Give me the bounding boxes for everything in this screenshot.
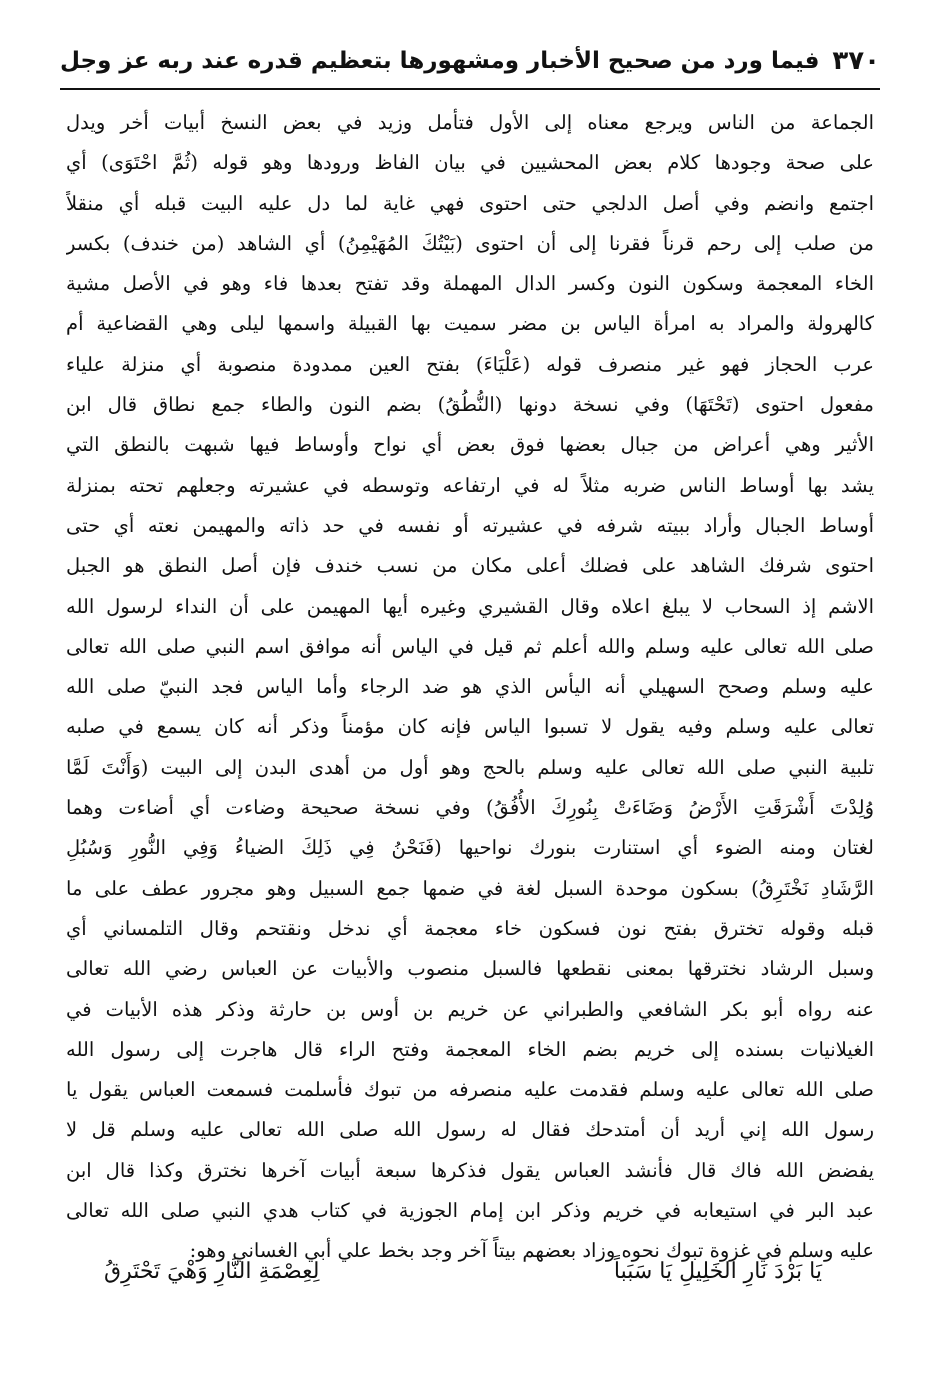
page-number: ٣٧٠ [832, 46, 880, 76]
text-line: مفعول احتوى (تَحْتَهَا) وفي نسخة دونها (النُّطُقُ) بضم النون والطاء جمع نطاق قال ابن [66, 393, 874, 417]
text-line: الأثير وهي أعراض من جبال بعضها فوق بعض أي نواح وأوساط فيها شبهت بالنطق التي [66, 433, 874, 457]
text-line: عبد البر في استيعابه في خريم وذكر ابن إمام الجوزية في كتاب هدي النبي صلى الله تعالى [66, 1199, 874, 1223]
text-line: اجتمع وانضم وفي أصل الدلجي حتى احتوى فهي غاية لما دل عليه البيت قبله أي منقلاً [66, 191, 874, 215]
poem-verse [104, 1250, 822, 1292]
text-line: وُلِدْتَ أَشْرَقَتِ الأَرْضُ وَضَاءَتْ بِنُورِكَ الأُفُقُ) وفي نسخة صحيحة وضاءت أي أضاءت وهما [66, 796, 874, 820]
running-header [60, 38, 880, 84]
text-line: عليه وسلم وصحح السهيلي أنه اليأس الذي هو ضد الرجاء وأما الياس فجد النبيّ صلى الله [66, 675, 874, 699]
header-divider [60, 88, 880, 90]
text-line: أوساط الجبال وأراد ببيته شرفه في عشيرته أو نفسه في حد ذاته والمهيمن نعته أي حتى [66, 513, 874, 537]
text-line: يفضض الله فاك قال فأنشد العباس يقول فذكرها سبعة أبيات آخرها نخترق وكذا قال ابن [66, 1158, 874, 1182]
text-line: الغيلانيات بسنده إلى خريم بضم الخاء المعجمة وفتح الراء قال هاجرت إلى رسول الله [66, 1037, 874, 1061]
text-line: كالهرولة والمراد به امرأة الياس بن مضر سميت بها القبيلة واسمها ليلى وهي القضاعية أم [66, 312, 874, 336]
body-text [66, 103, 874, 1272]
text-line: الخاء المعجمة وسكون النون وكسر الدال المهملة وقد تفتح بعدها فاء وهو في الأصل مشية [66, 272, 874, 296]
text-line: صلى الله تعالى عليه وسلم والله أعلم ثم قيل في الياس أنه موافق اسم النبي صلى الله تعالى [66, 634, 874, 658]
verse-second-hemistich: لِعِصْمَةِ النَّارِ وَهْيَ تَحْتَرِقُ [104, 1258, 320, 1284]
text-line: عليه وسلم في غزوة تبوك نحوه وزاد بعضهم بيتاً آخر وجد بخط علي أبي الغساني وهو: [189, 1239, 874, 1263]
verse-first-hemistich: يَا بَرْدَ نَارِ الخَلِيلِ يَا سَبَباً [613, 1258, 822, 1284]
text-line: قبله وقوله تخترق بفتح نون فسكون خاء معجمة أي ندخل ونقتحم وقال التلمساني أي [66, 916, 874, 940]
text-line: وسبل الرشاد نخترقها بمعنى نقطعها فالسبل منصوب والأبيات عن العباس رضي الله تعالى [66, 957, 874, 981]
text-line: عرب الحجاز فهو غير منصرف قوله (عَلْيَاءَ) بفتح العين ممدودة منصوبة أي منزلة علياء [66, 352, 874, 376]
text-line: على صحة وجودها كلام بعض المحشيين في بيان الفاظ ورودها وهو قوله (ثُمَّ احْتَوَى) أي [66, 151, 874, 175]
text-line: الاشم إذ السحاب لا يبلغ اعلاه وقال القشيري وغيره أيها المهيمن على أن النداء لرسول الله [66, 594, 874, 618]
text-line: لغتان ومنه الضوء أي استنارت بنورك نواحيها (فَنَحْنُ فِي ذَلِكَ الضياءُ وَفِي النُّورِ وَسُبُلِ [66, 836, 874, 860]
text-line: صلى الله تعالى عليه وسلم فقدمت عليه منصرفه من تبوك فأسلمت فسمعت العباس يقول يا [66, 1078, 874, 1102]
text-line: الجماعة من الناس ويرجع معناه إلى الأول فتأمل وزيد في بعض النسخ أبيات أخر ويدل [66, 111, 874, 134]
text-line: الرَّشَادِ نَخْتَرِقُ) بسكون موحدة السبل لغة في ضمها جمع السبيل وهو مجرور عطف على ما [66, 876, 874, 900]
text-line: رسول الله إني أريد أن أمتدحك فقال له رسول الله صلى الله تعالى عليه وسلم قل لا [66, 1118, 874, 1142]
text-line: يشد بها أوساط الناس ضربه مثلاً له في ارتفاعه وتوسطه في عشيرته وجعلهم تحته بمنزلة [66, 473, 874, 497]
text-line: احتوى شرفك الشاهد على فضلك أعلى مكان من نسب خندف فإن أصل النطق هو الجبل [66, 554, 874, 578]
text-line: تلبية النبي صلى الله تعالى عليه وسلم بالحج وهو أول من أهدى البدن إلى البيت (وَأَنْتَ لَمَّا [66, 755, 874, 779]
text-line: عنه رواه أبو بكر الشافعي والطبراني عن خريم بن أوس بن حارثة وذكر هذه الأبيات في [66, 997, 874, 1021]
text-line: تعالى عليه وسلم وفيه يقول لا تسبوا الياس فإنه كان مؤمناً وذكر أنه كان يسمع في صلبه [66, 715, 874, 739]
text-line: من صلب إلى رحم قرناً فقرنا إلى أن احتوى (بَيْتُكَ المُهَيْمِنُ) أي الشاهد (من خندف) بكسر [66, 231, 874, 255]
running-title: فيما ورد من صحيح الأخبار ومشهورها بتعظيم قدره عند ربه عز وجل [60, 48, 820, 74]
